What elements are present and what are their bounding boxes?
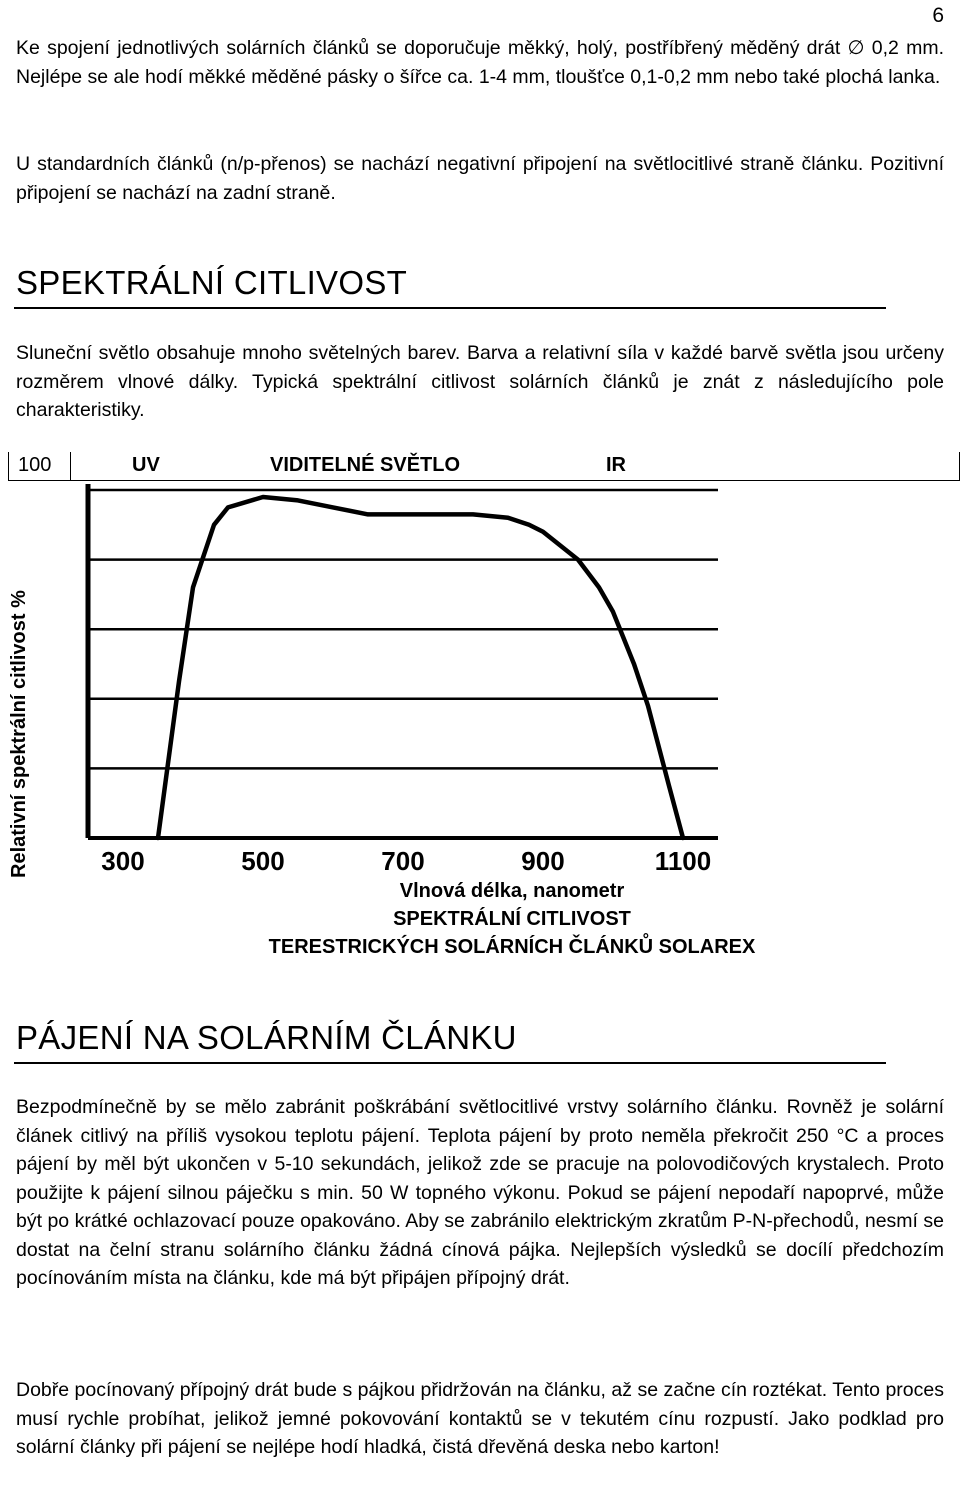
x-tick-label: 500 — [241, 846, 285, 876]
spectral-paragraph: Sluneční světlo obsahuje mnoho světelných barev. Barva a relativní síla v každé barvě světla jsou určeny rozměrem vlnové dálky. Typická spektrální citlivost solárních článků je znát z následujícího pole charakteristiky. — [16, 342, 944, 421]
intro-paragraph-1: Ke spojení jednotlivých solárních článků se doporučuje měkký, holý, postříbřený měděný drát ∅ 0,2 mm. Nejlépe se ale hodí měkké měděné pásky o šířce ca. 1-4 mm, tloušťce 0,1-0,2 mm nebo také plochá lanka. — [16, 37, 944, 88]
soldering-paragraph-2: Dobře pocínovaný přípojný drát bude s pájkou přidržován na článku, až se začne cín roztékat. Tento proces musí rychle probíhat, jelikož jemné pokovování kontaktů se v tekutém cínu rozpustí. Jako podklad pro solární články při pájení se nejlépe hodí hladká, čistá dřevěná deska nebo karton! — [16, 1379, 944, 1458]
y-top-label: 100 — [18, 454, 52, 476]
region-label-visible: VIDITELNÉ SVĚTLO — [270, 454, 461, 476]
x-axis-title: Vlnová délka, nanometr — [399, 880, 625, 902]
x-tick-label: 300 — [101, 846, 145, 876]
x-tick-label: 1100 — [654, 846, 712, 876]
section-heading-soldering: PÁJENÍ NA SOLÁRNÍM ČLÁNKU — [16, 1019, 517, 1056]
soldering-paragraph-1: Bezpodmínečně by se mělo zabránit poškrábání světlocitlivé vrstvy solárního článku. Rovněž je solární článek citlivý na příliš vysokou teplotu pájení. Teplota pájení by proto neměla překročit 250 °C a proces pájení by měl být ukončen v 5-10 sekundách, jelikož zde se pracuje na polovodičových krystalech. Proto použijte k pájení silnou páječku s min. 50 W topného výkonu. Pokud se pájení nepodaří napoprvé, může být po krátké ochlazovací pouze opakováno. Aby se zabránilo elektrickým zkratům P-N-přechodů, nesmí se dostat na čelní stranu solárního článku žádná cínová pájka. Nejlepších výsledků se docílí předchozím pocínováním místa na článku, kde má být připájen přípojný drát. — [16, 1096, 944, 1289]
chart-title-line-2: TERESTRICKÝCH SOLÁRNÍCH ČLÁNKŮ SOLAREX — [268, 936, 756, 958]
region-label-ir: IR — [606, 454, 626, 476]
region-label-uv: UV — [132, 454, 160, 476]
x-tick-label: 700 — [381, 846, 425, 876]
intro-paragraph-2: U standardních článků (n/p-přenos) se nachází negativní připojení na světlocitlivé straně článku. Pozitivní připojení se nachází na zadní straně. — [16, 153, 944, 204]
spectral-curve — [158, 497, 683, 838]
chart-title-line-1: SPEKTRÁLNÍ CITLIVOST — [393, 908, 631, 930]
heading-underline-2 — [14, 1062, 886, 1064]
y-axis-title: Relativní spektrální citlivost % — [8, 590, 30, 878]
section-heading-spectral: SPEKTRÁLNÍ CITLIVOST — [16, 264, 408, 301]
page-number: 6 — [932, 4, 944, 27]
x-tick-label: 900 — [521, 846, 565, 876]
